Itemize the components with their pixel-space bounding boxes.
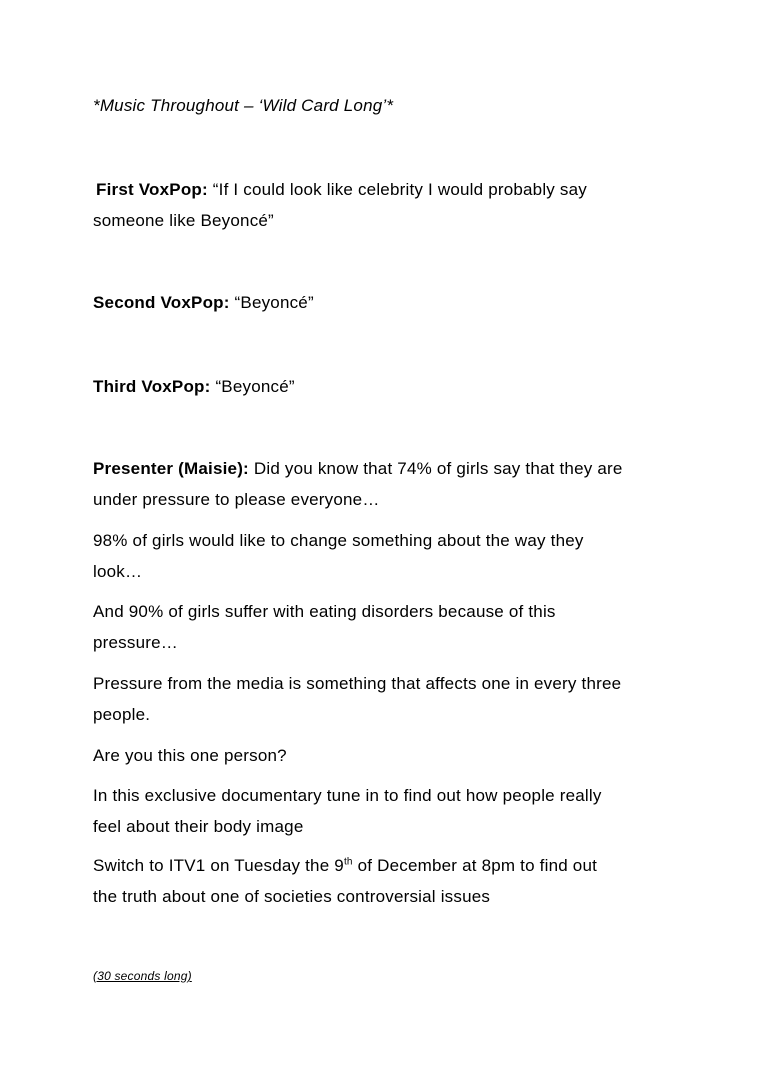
presenter-line1 (93, 460, 623, 477)
presenter-p2-line2: look… (93, 562, 143, 581)
presenter-p7-line2: the truth about one of societies controversial issues (93, 887, 491, 906)
presenter-p7-ordinal: th (343, 856, 353, 868)
presenter-p4-line1: Pressure from the media is something that affects one in every three (93, 674, 622, 693)
presenter-p7-line1 (93, 857, 597, 874)
presenter-p4-line2: people. (93, 705, 151, 724)
presenter-p2-line1: 98% of girls would like to change something about the way they (93, 531, 584, 550)
presenter-p5-line1: Are you this one person? (93, 746, 287, 765)
presenter-label: Presenter (Maisie): (93, 459, 249, 478)
presenter-p6-line1: In this exclusive documentary tune in to find out how people really (93, 786, 602, 805)
voxpop3-line (93, 378, 295, 395)
presenter-p3-line2: pressure… (93, 633, 178, 652)
voxpop2-label: Second VoxPop: (93, 293, 230, 312)
presenter-p3-line1: And 90% of girls suffer with eating disorders because of this (93, 602, 556, 621)
presenter-p7-part-a: Switch to ITV1 on Tuesday the 9 (93, 856, 344, 875)
presenter-p1-part1: Did you know that 74% of girls say that they are (253, 459, 623, 478)
presenter-p6-line2: feel about their body image (93, 817, 304, 836)
presenter-p1-line2: under pressure to please everyone… (93, 490, 380, 509)
music-direction: *Music Throughout – ‘Wild Card Long’* (93, 96, 394, 115)
voxpop3-label: Third VoxPop: (93, 377, 211, 396)
duration-note: (30 seconds long) (93, 969, 192, 983)
voxpop2-quote: “Beyoncé” (234, 293, 314, 312)
voxpop1-line1 (96, 181, 587, 198)
voxpop2-line (93, 294, 314, 311)
voxpop1-line2: someone like Beyoncé” (93, 211, 274, 230)
presenter-p7-part-b: of December at 8pm to find out (352, 856, 598, 875)
voxpop3-quote: “Beyoncé” (215, 377, 295, 396)
voxpop1-quote-part1: “If I could look like celebrity I would probably say (212, 180, 587, 199)
voxpop1-label: First VoxPop: (96, 180, 208, 199)
